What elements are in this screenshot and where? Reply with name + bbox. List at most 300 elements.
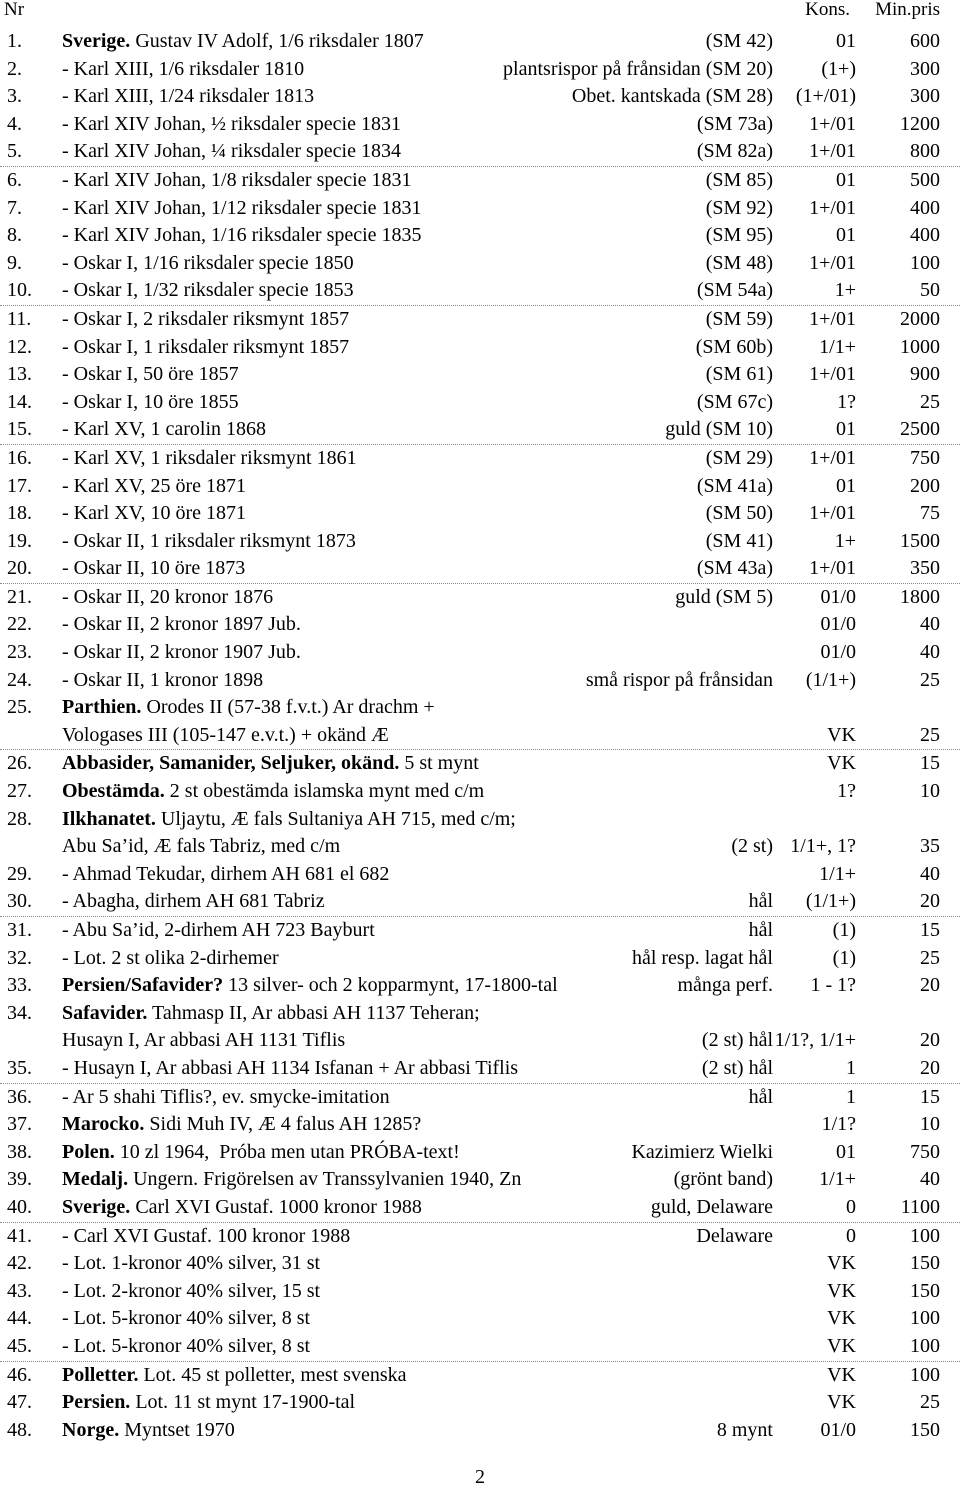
lot-text: - Husayn I, Ar abbasi AH 1134 Isfanan + Ar abbasi Tiflis [62, 1056, 519, 1079]
lot-condition: (1) [832, 919, 856, 941]
lot-condition: 01 [836, 474, 856, 497]
lot-min-price: 100 [910, 1363, 940, 1386]
lot-number: 41. [7, 1224, 32, 1247]
lot-text: Tahmasp II, Ar abbasi AH 1137 Teheran; [147, 1001, 480, 1024]
lot-note: hål [748, 919, 773, 941]
lot-min-price: 10 [920, 1113, 940, 1136]
lot-min-price: 900 [910, 363, 940, 386]
lot-min-price: 300 [910, 57, 940, 80]
lot-min-price: 1000 [900, 335, 940, 358]
lot-text: - Ar 5 shahi Tiflis?, ev. smycke-imitation [62, 1085, 390, 1108]
lot-number: 45. [7, 1334, 32, 1357]
lot-condition: 1+/01 [809, 363, 856, 386]
lot-min-price: 50 [920, 279, 940, 302]
lot-description [62, 861, 389, 889]
lot-min-price: 40 [920, 641, 940, 664]
header-nr: Nr [4, 0, 25, 20]
lot-description [62, 806, 516, 834]
lot-note: (SM 85) [705, 168, 773, 191]
lot-row [0, 416, 960, 445]
header-kons: Kons. [805, 0, 850, 20]
lot-condition: VK [827, 752, 856, 775]
lot-row [0, 389, 960, 417]
lot-text: Lot. 45 st polletter, mest svenska [138, 1363, 407, 1386]
lot-min-price: 35 [920, 835, 940, 858]
lot-text: 5 st mynt [399, 752, 479, 775]
lot-row [0, 667, 960, 695]
lot-description [62, 917, 375, 945]
lot-description [62, 389, 239, 417]
header-minpris: Min.pris [875, 0, 940, 20]
lot-text: - Oskar II, 2 kronor 1897 Jub. [62, 613, 301, 636]
lot-row [0, 833, 960, 861]
lot-condition: 1+/01 [809, 112, 856, 135]
lot-description [62, 667, 263, 695]
lot-condition: 01 [836, 30, 856, 52]
lot-row [0, 473, 960, 501]
lot-condition: 1 - 1? [810, 974, 856, 997]
lot-row [0, 306, 960, 334]
lot-note: (SM 67c) [696, 390, 773, 413]
lot-note: (SM 95) [705, 224, 773, 247]
lot-row [0, 195, 960, 223]
lot-text: - Oskar II, 1 kronor 1898 [62, 668, 264, 691]
lot-text: Husayn I, Ar abbasi AH 1131 Tiflis [62, 1029, 346, 1052]
lot-row [0, 555, 960, 584]
lot-condition: 01 [836, 1140, 856, 1163]
lot-condition: 01/0 [820, 585, 856, 608]
lot-min-price: 1800 [900, 585, 940, 608]
lot-min-price: 150 [910, 1252, 940, 1275]
lot-description [62, 528, 356, 556]
lot-min-price: 75 [920, 502, 940, 525]
lot-number: 29. [7, 862, 32, 885]
lot-condition: 1/1+ [819, 862, 856, 885]
lot-row [0, 1055, 960, 1084]
lot-number: 19. [7, 529, 32, 552]
lot-row [0, 1250, 960, 1278]
lot-text: 2 st obestämda islamska mynt med c/m [164, 780, 485, 803]
lot-number: 17. [7, 474, 32, 497]
lot-number: 6. [7, 168, 22, 191]
lot-description [62, 250, 354, 278]
lot-note: (SM 48) [705, 251, 773, 274]
lot-description [62, 56, 304, 84]
lot-text: - Karl XIV Johan, ½ riksdaler specie 1831 [62, 112, 401, 135]
lot-description [62, 416, 266, 444]
lot-heading: Polletter. [62, 1363, 139, 1386]
lot-number: 44. [7, 1307, 32, 1330]
lot-number: 36. [7, 1085, 32, 1108]
lot-heading: Medalj. [62, 1168, 129, 1191]
lot-note: guld, Delaware [650, 1195, 773, 1218]
lot-description [62, 1027, 345, 1055]
lot-note: (2 st) hål [701, 1056, 773, 1079]
lot-row [0, 361, 960, 389]
lot-min-price: 750 [910, 1140, 940, 1163]
lot-condition: (1/1+) [805, 668, 856, 691]
lot-heading: Parthien. [62, 696, 142, 719]
lot-row [0, 778, 960, 806]
lot-row [0, 888, 960, 917]
lot-number: 22. [7, 613, 32, 636]
lot-description [62, 778, 484, 806]
lot-min-price: 25 [920, 390, 940, 413]
lot-description [62, 500, 246, 528]
lot-text: 10 zl 1964, Próba men utan PRÓBA-text! [114, 1140, 460, 1163]
lot-number: 28. [7, 807, 32, 830]
lot-text: - Lot. 5-kronor 40% silver, 8 st [62, 1307, 311, 1330]
lot-condition: 0 [846, 1224, 856, 1247]
lot-description [62, 1362, 407, 1390]
lot-min-price: 100 [910, 1307, 940, 1330]
lot-description [62, 195, 422, 223]
lot-min-price: 500 [910, 168, 940, 191]
lot-number: 39. [7, 1168, 32, 1191]
lot-min-price: 400 [910, 196, 940, 219]
lot-description [62, 1000, 480, 1028]
lot-condition: 1+/01 [809, 307, 856, 330]
lot-description [62, 1305, 310, 1333]
lot-number: 9. [7, 251, 22, 274]
lot-min-price: 100 [910, 1224, 940, 1247]
lot-note: Kazimierz Wielki [631, 1140, 773, 1163]
lot-note: (SM 73a) [696, 112, 773, 135]
lot-condition: 1 [846, 1085, 856, 1108]
lot-number: 13. [7, 363, 32, 386]
lot-row [0, 1111, 960, 1139]
lot-heading: Marocko. [62, 1113, 145, 1136]
lot-text: - Karl XV, 25 öre 1871 [62, 474, 247, 497]
lot-text: - Karl XIV Johan, 1/12 riksdaler specie 1831 [62, 196, 422, 219]
lot-number: 5. [7, 140, 22, 163]
lot-text: Lot. 11 st mynt 17-1900-tal [130, 1391, 356, 1414]
lot-row [0, 167, 960, 195]
lot-row [0, 1333, 960, 1362]
page-number: 2 [475, 1466, 485, 1488]
column-header [0, 0, 960, 24]
lot-text: Carl XVI Gustaf. 1000 kronor 1988 [130, 1195, 422, 1218]
lot-min-price: 1200 [900, 112, 940, 135]
lot-number: 3. [7, 85, 22, 108]
lot-description [62, 277, 354, 305]
lot-heading: Persien/Safavider? [62, 974, 224, 997]
lot-note: (SM 29) [705, 446, 773, 469]
lot-description [62, 555, 245, 583]
lot-description [62, 1333, 310, 1361]
lot-number: 40. [7, 1195, 32, 1218]
lot-row [0, 584, 960, 612]
lot-heading: Persien. [62, 1391, 131, 1414]
lot-heading: Polen. [62, 1140, 115, 1163]
lot-note: 8 mynt [716, 1418, 773, 1441]
lot-note: guld (SM 10) [665, 418, 773, 441]
lot-text: - Karl XIII, 1/24 riksdaler 1813 [62, 85, 315, 108]
lot-description [62, 1250, 320, 1278]
lot-description [62, 1139, 460, 1167]
lot-row [0, 445, 960, 473]
lot-min-price: 25 [920, 946, 940, 969]
lot-condition: (1+/01) [795, 85, 856, 108]
lot-number: 38. [7, 1140, 32, 1163]
lot-condition: VK [827, 1307, 856, 1330]
lot-condition: 1+/01 [809, 140, 856, 163]
lot-condition: 01 [836, 418, 856, 441]
lot-min-price: 150 [910, 1279, 940, 1302]
lot-min-price: 15 [920, 752, 940, 775]
lot-description [62, 1278, 320, 1306]
lot-min-price: 20 [920, 1029, 940, 1052]
lot-min-price: 20 [920, 890, 940, 913]
lot-description [62, 1417, 235, 1445]
lot-text: - Oskar II, 20 kronor 1876 [62, 585, 274, 608]
lot-condition: 1/1? [821, 1113, 856, 1136]
lot-number: 23. [7, 641, 32, 664]
lot-description [62, 639, 301, 667]
lot-number: 48. [7, 1418, 32, 1441]
lot-row [0, 1000, 960, 1028]
lot-condition: 1/1?, 1/1+ [774, 1029, 856, 1052]
lot-text: - Oskar I, 1/32 riksdaler specie 1853 [62, 279, 354, 302]
lot-description [62, 1166, 521, 1194]
lot-condition: (1) [832, 946, 856, 969]
lot-condition: 1+ [834, 279, 856, 302]
lot-min-price: 25 [920, 668, 940, 691]
lot-row [0, 334, 960, 362]
lot-min-price: 150 [910, 1418, 940, 1441]
lot-note: (SM 92) [705, 196, 773, 219]
lot-min-price: 2500 [900, 418, 940, 441]
lot-min-price: 20 [920, 1056, 940, 1079]
lot-condition: VK [827, 1252, 856, 1275]
lot-description [62, 445, 357, 473]
lot-row [0, 1278, 960, 1306]
lot-description [62, 334, 349, 362]
lot-text: - Karl XIV Johan, ¼ riksdaler specie 1834 [62, 140, 401, 163]
lot-heading: Sverige. [62, 1195, 131, 1218]
lot-note: små rispor på frånsidan [585, 668, 773, 691]
lot-description [62, 306, 349, 334]
lot-description [62, 694, 435, 722]
lot-text: Ungern. Frigörelsen av Transsylvanien 1940, Zn [128, 1168, 522, 1191]
lot-description [62, 945, 279, 973]
lot-condition: (1+) [821, 57, 856, 80]
lot-text: - Oskar I, 50 öre 1857 [62, 363, 239, 386]
lot-note: plantsrispor på frånsidan (SM 20) [503, 57, 773, 80]
lot-condition: VK [827, 1334, 856, 1357]
lot-text: - Karl XIV Johan, 1/16 riksdaler specie 1835 [62, 224, 422, 247]
lot-condition: 0 [846, 1195, 856, 1218]
lot-number: 14. [7, 390, 32, 413]
lot-condition: 1+/01 [809, 502, 856, 525]
lot-number: 32. [7, 946, 32, 969]
lot-description [62, 111, 401, 139]
lot-condition: 1+/01 [809, 446, 856, 469]
lot-row [0, 1305, 960, 1333]
lot-condition: 1/1+ [819, 335, 856, 358]
lot-note: (SM 61) [705, 363, 773, 386]
lot-condition: 1+/01 [809, 557, 856, 580]
lot-text: Myntset 1970 [119, 1418, 235, 1441]
lot-note: hål [748, 890, 773, 913]
lot-condition: (1/1+) [805, 890, 856, 913]
lot-heading: Norge. [62, 1418, 120, 1441]
lot-min-price: 350 [910, 557, 940, 580]
lot-description [62, 584, 273, 612]
lot-row [0, 111, 960, 139]
lot-note: många perf. [677, 974, 773, 997]
lot-text: - Lot. 2 st olika 2-dirhemer [62, 946, 279, 969]
lot-number: 16. [7, 446, 32, 469]
lot-text: Orodes II (57-38 f.v.t.) Ar drachm + [141, 696, 435, 719]
lot-row [0, 1166, 960, 1194]
lot-min-price: 15 [920, 919, 940, 941]
lot-row [0, 222, 960, 250]
lot-min-price: 1100 [900, 1195, 940, 1218]
lot-note: hål resp. lagat hål [631, 946, 773, 969]
lot-text: 13 silver- och 2 kopparmynt, 17-1800-tal [223, 974, 558, 997]
lot-min-price: 15 [920, 1085, 940, 1108]
lot-min-price: 10 [920, 780, 940, 803]
lot-heading: Safavider. [62, 1001, 148, 1024]
lot-row [0, 694, 960, 722]
lot-note: Obet. kantskada (SM 28) [571, 85, 773, 108]
lot-number: 33. [7, 974, 32, 997]
lot-number: 42. [7, 1252, 32, 1275]
lot-number: 2. [7, 57, 22, 80]
lot-row [0, 861, 960, 889]
lot-min-price: 300 [910, 85, 940, 108]
lot-row [0, 83, 960, 111]
lot-number: 43. [7, 1279, 32, 1302]
lot-condition: 01/0 [820, 613, 856, 636]
lot-condition: VK [827, 1363, 856, 1386]
lot-condition: VK [827, 1279, 856, 1302]
lot-row [0, 28, 960, 56]
lot-description [62, 167, 412, 195]
lot-min-price: 100 [910, 251, 940, 274]
lot-note: (grönt band) [673, 1168, 773, 1191]
lot-note: (SM 41) [705, 529, 773, 552]
lot-number: 10. [7, 279, 32, 302]
lot-number: 35. [7, 1056, 32, 1079]
lot-condition: 1+/01 [809, 251, 856, 274]
lot-number: 21. [7, 585, 32, 608]
lot-description [62, 722, 389, 750]
lot-note: (SM 42) [705, 30, 773, 52]
lot-number: 4. [7, 112, 22, 135]
lot-note: guld (SM 5) [675, 585, 773, 608]
lot-text: - Karl XIII, 1/6 riksdaler 1810 [62, 57, 305, 80]
lot-row [0, 972, 960, 1000]
lot-min-price: 20 [920, 974, 940, 997]
lot-condition: 1+ [834, 529, 856, 552]
lot-description [62, 138, 401, 166]
lot-number: 26. [7, 752, 32, 775]
lot-number: 8. [7, 224, 22, 247]
lot-row [0, 1223, 960, 1251]
lot-min-price: 1500 [900, 529, 940, 552]
lot-row [0, 1389, 960, 1417]
lot-text: - Oskar II, 1 riksdaler riksmynt 1873 [62, 529, 356, 552]
lot-text: Gustav IV Adolf, 1/6 riksdaler 1807 [130, 30, 424, 52]
lot-description [62, 750, 479, 778]
lot-row [0, 611, 960, 639]
lot-description [62, 1084, 390, 1112]
lot-text: Sidi Muh IV, Æ 4 falus AH 1285? [144, 1113, 422, 1136]
lot-number: 25. [7, 696, 32, 719]
lot-note: (SM 41a) [696, 474, 773, 497]
lot-text: - Oskar I, 1 riksdaler riksmynt 1857 [62, 335, 350, 358]
lot-number: 46. [7, 1363, 32, 1386]
lot-note: (2 st) [731, 835, 773, 858]
lot-note: (SM 54a) [696, 279, 773, 302]
lot-heading: Ilkhanatet. [62, 807, 156, 830]
lot-row [0, 528, 960, 556]
lot-number: 7. [7, 196, 22, 219]
lot-note: (2 st) hål [701, 1029, 773, 1052]
lot-description [62, 1055, 518, 1083]
lot-text: - Abagha, dirhem AH 681 Tabriz [62, 890, 325, 913]
lot-text: - Oskar I, 1/16 riksdaler specie 1850 [62, 251, 354, 274]
lot-min-price: 200 [910, 474, 940, 497]
lot-text: - Karl XIV Johan, 1/8 riksdaler specie 1831 [62, 168, 412, 191]
lot-number: 27. [7, 780, 32, 803]
lot-min-price: 750 [910, 446, 940, 469]
lot-row [0, 500, 960, 528]
lot-row [0, 1417, 960, 1445]
lot-row [0, 750, 960, 778]
lot-condition: 01/0 [820, 641, 856, 664]
lot-text: - Abu Sa’id, 2-dirhem AH 723 Bayburt [62, 919, 375, 941]
lot-condition: 1? [837, 780, 856, 803]
lot-description [62, 1111, 421, 1139]
lot-heading: Obestämda. [62, 780, 165, 803]
lot-description [62, 1389, 355, 1417]
lot-text: - Oskar II, 10 öre 1873 [62, 557, 246, 580]
lot-row [0, 56, 960, 84]
lot-description [62, 361, 239, 389]
lot-number: 11. [7, 307, 32, 330]
lot-text: - Karl XV, 1 riksdaler riksmynt 1861 [62, 446, 357, 469]
lot-note: (SM 82a) [696, 140, 773, 163]
lot-min-price: 40 [920, 862, 940, 885]
lot-text: - Lot. 1-kronor 40% silver, 31 st [62, 1252, 321, 1275]
lot-text: - Oskar I, 2 riksdaler riksmynt 1857 [62, 307, 350, 330]
lot-text: Abu Sa’id, Æ fals Tabriz, med c/m [62, 835, 341, 858]
lot-number: 20. [7, 557, 32, 580]
lot-text: Vologases III (105-147 e.v.t.) + okänd Æ [62, 723, 389, 746]
lot-text: - Oskar I, 10 öre 1855 [62, 390, 239, 413]
lot-heading: Sverige. [62, 30, 131, 52]
lot-description [62, 611, 301, 639]
lot-condition: VK [827, 1391, 856, 1414]
lot-min-price: 25 [920, 1391, 940, 1414]
lot-note: Delaware [696, 1224, 773, 1247]
lot-description [62, 888, 325, 916]
lot-number: 12. [7, 335, 32, 358]
lot-row [0, 1194, 960, 1223]
lot-row [0, 917, 960, 945]
lot-number: 31. [7, 919, 32, 941]
lot-min-price: 2000 [900, 307, 940, 330]
lot-row [0, 945, 960, 973]
lot-description [62, 83, 314, 111]
lot-condition: 1 [846, 1056, 856, 1079]
lot-row [0, 1027, 960, 1055]
lot-row [0, 1362, 960, 1390]
lot-text: - Lot. 2-kronor 40% silver, 15 st [62, 1279, 321, 1302]
